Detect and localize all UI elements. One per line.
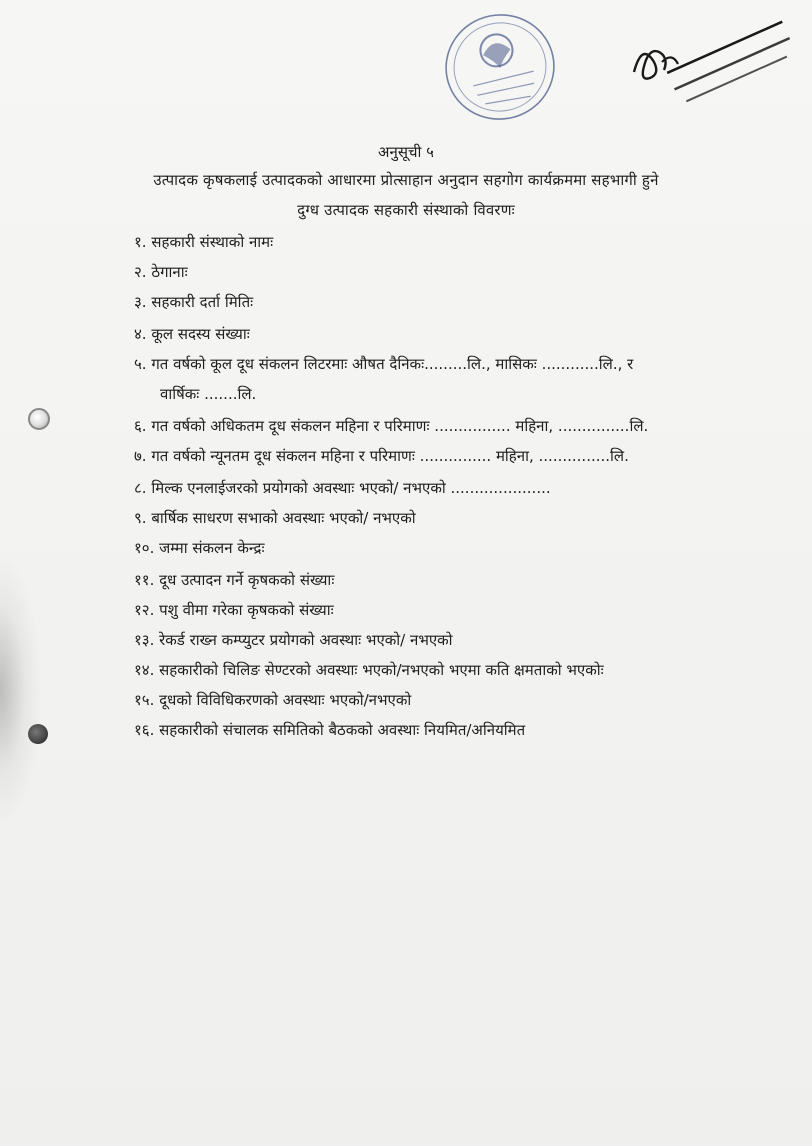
form-item-label: पशु वीमा गरेका कृषकको संख्याः bbox=[159, 601, 334, 619]
form-item: ९. बार्षिक साधरण सभाको अवस्थाः भएको/ नभएको bbox=[134, 509, 416, 527]
document-title-line-2: दुग्ध उत्पादक सहकारी संस्थाको विवरणः bbox=[297, 201, 515, 219]
form-item-label: दूधको विविधिकरणको अवस्थाः भएको/नभएको bbox=[159, 691, 412, 709]
form-item: १०. जम्मा संकलन केन्द्रः bbox=[134, 539, 265, 557]
form-item: १३. रेकर्ड राख्न कम्प्युटर प्रयोगको अवस्थाः भएको/ नभएको bbox=[134, 631, 453, 649]
form-item-label: कूल सदस्य संख्याः bbox=[151, 325, 250, 343]
form-item: ३. सहकारी दर्ता मितिः bbox=[134, 293, 254, 311]
form-item: १. सहकारी संस्थाको नामः bbox=[134, 233, 274, 251]
form-item-label: ठेगानाः bbox=[151, 263, 188, 281]
form-item: ८. मिल्क एनलाईजरको प्रयोगको अवस्थाः भएको/ नभएको ..................... bbox=[134, 479, 551, 497]
signature-stamp-icon bbox=[628, 2, 792, 128]
annex-label: अनुसूची ५ bbox=[378, 143, 434, 161]
form-item-label: सहकारी दर्ता मितिः bbox=[151, 293, 254, 311]
form-item-label: गत वर्षको अधिकतम दूध संकलन महिना र परिमाणः ................ महिना, ...............लि. bbox=[151, 417, 649, 435]
form-item-label: सहकारीको संचालक समितिको बैठकको अवस्थाः नियमित/अनियमित bbox=[159, 721, 526, 739]
form-item: १५. दूधको विविधिकरणको अवस्थाः भएको/नभएको bbox=[134, 691, 412, 709]
form-item-label: रेकर्ड राख्न कम्प्युटर प्रयोगको अवस्थाः भएको/ नभएको bbox=[159, 631, 453, 649]
form-item: ५. गत वर्षको कूल दूध संकलन लिटरमाः औषत दैनिकः.........लि., मासिकः ............लि., र bbox=[134, 355, 634, 373]
form-item-label: दूध उत्पादन गर्ने कृषकको संख्याः bbox=[159, 571, 335, 589]
form-item: १४. सहकारीको चिलिङ सेण्टरको अवस्थाः भएको/नभएको भएमा कति क्षमताको भएकोः bbox=[134, 661, 604, 679]
office-seal-icon bbox=[429, 0, 571, 137]
form-item: २. ठेगानाः bbox=[134, 263, 188, 281]
form-item-continuation: वार्षिकः .......लि. bbox=[160, 385, 257, 403]
form-item-label: बार्षिक साधरण सभाको अवस्थाः भएको/ नभएको bbox=[151, 509, 416, 527]
form-item-label: सहकारीको चिलिङ सेण्टरको अवस्थाः भएको/नभएको भएमा कति क्षमताको भएकोः bbox=[159, 661, 604, 679]
form-item: ६. गत वर्षको अधिकतम दूध संकलन महिना र परिमाणः ................ महिना, ...............लि. bbox=[134, 417, 649, 435]
form-item-label: मिल्क एनलाईजरको प्रयोगको अवस्थाः भएको/ नभएको ..................... bbox=[151, 479, 551, 497]
form-item-label: गत वर्षको न्यूनतम दूध संकलन महिना र परिमाणः ............... महिना, ...............लि. bbox=[151, 447, 629, 465]
form-item: ७. गत वर्षको न्यूनतम दूध संकलन महिना र परिमाणः ............... महिना, ...............लि. bbox=[134, 447, 629, 465]
form-item: १२. पशु वीमा गरेका कृषकको संख्याः bbox=[134, 601, 334, 619]
form-item: ४. कूल सदस्य संख्याः bbox=[134, 325, 250, 343]
punch-hole-bottom bbox=[28, 724, 48, 744]
document-title-line-1: उत्पादक कृषकलाई उत्पादकको आधारमा प्रोत्साहान अनुदान सहगोग कार्यक्रममा सहभागी हुने bbox=[153, 171, 659, 189]
form-item-label: गत वर्षको कूल दूध संकलन लिटरमाः औषत दैनिकः.........लि., मासिकः ............लि., र bbox=[151, 355, 634, 373]
form-item: १६. सहकारीको संचालक समितिको बैठकको अवस्थाः नियमित/अनियमित bbox=[134, 721, 526, 739]
form-item-label: जम्मा संकलन केन्द्रः bbox=[159, 539, 265, 557]
punch-hole-top bbox=[28, 408, 50, 430]
binder-shadow bbox=[0, 560, 40, 820]
form-item-label: सहकारी संस्थाको नामः bbox=[151, 233, 274, 251]
form-item: ११. दूध उत्पादन गर्ने कृषकको संख्याः bbox=[134, 571, 335, 589]
